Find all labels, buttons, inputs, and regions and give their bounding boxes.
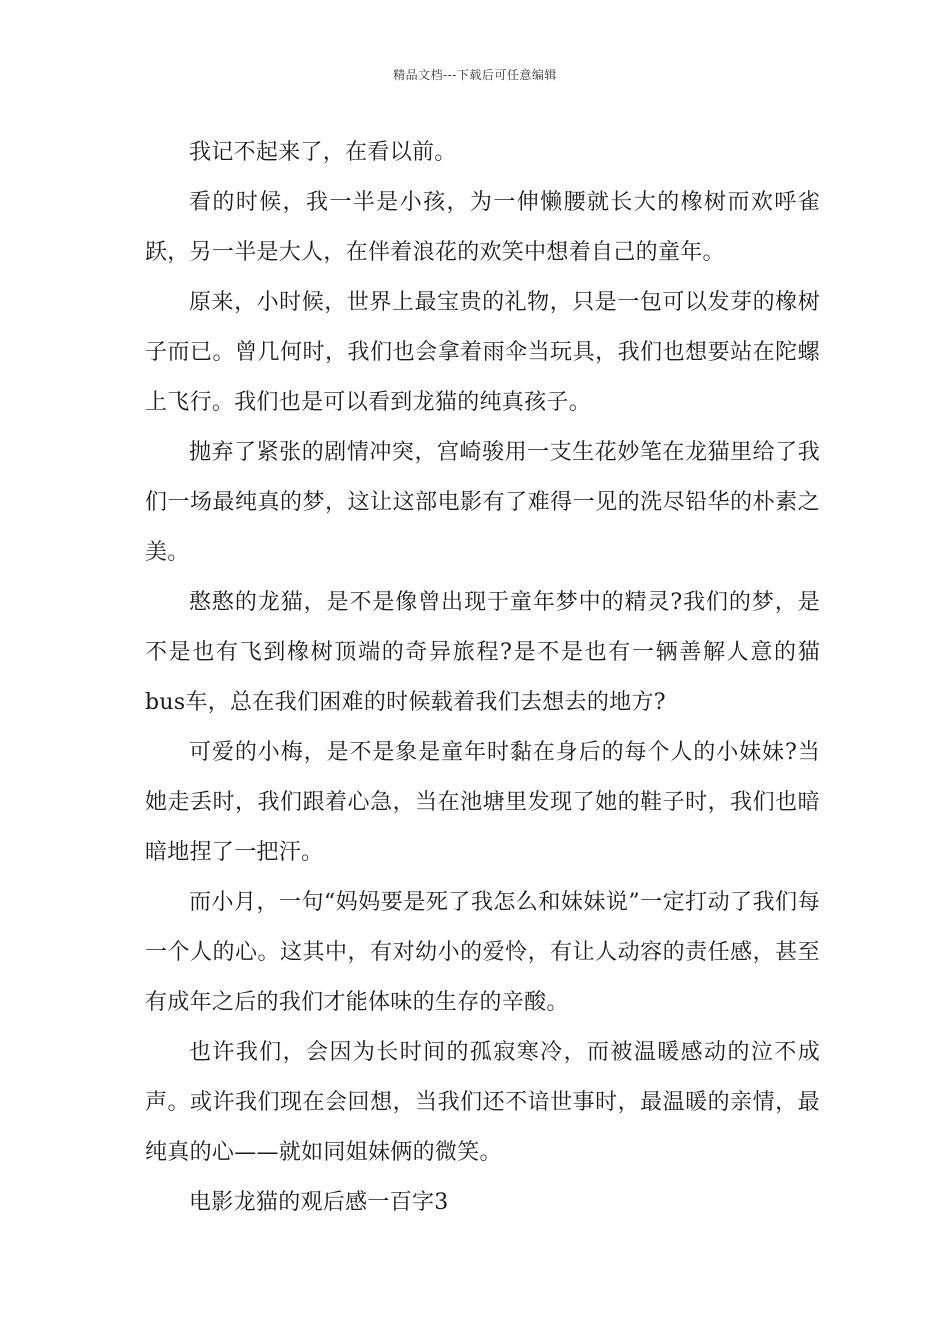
paragraph-3: 原来，小时候，世界上最宝贵的礼物，只是一包可以发芽的橡树子而已。曾几何时，我们也会拿着雨伞当玩具，我们也想要站在陀螺上飞行。我们也是可以看到龙猫的纯真孩子。 [145, 290, 820, 415]
paragraph-8: 也许我们，会因为长时间的孤寂寒冷，而被温暖感动的泣不成声。或许我们现在会回想，当我们还不谙世事时，最温暖的亲情，最纯真的心——就如同姐妹俩的微笑。 [145, 1040, 820, 1165]
section-title: 电影龙猫的观后感一百字3 [189, 1190, 449, 1215]
paragraph-1: 我记不起来了，在看以前。 [189, 140, 457, 165]
paragraph-5: 憨憨的龙猫，是不是像曾出现于童年梦中的精灵?我们的梦，是不是也有飞到橡树顶端的奇异旅程?是不是也有一辆善解人意的猫bus车，总在我们困难的时候载着我们去想去的地方? [145, 590, 820, 715]
paragraph-7: 而小月，一句“妈妈要是死了我怎么和妹妹说”一定打动了我们每一个人的心。这其中，有对幼小的爱怜，有让人动容的责任感，甚至有成年之后的我们才能体味的生存的辛酸。 [145, 890, 820, 1015]
page-header: 精品文档---下载后可任意编辑 [393, 68, 557, 82]
paragraph-2: 看的时候，我一半是小孩，为一伸懒腰就长大的橡树而欢呼雀跃，另一半是大人，在伴着浪花的欢笑中想着自己的童年。 [145, 190, 820, 265]
paragraph-4: 抛弃了紧张的剧情冲突，宫崎骏用一支生花妙笔在龙猫里给了我们一场最纯真的梦，这让这部电影有了难得一见的洗尽铅华的朴素之美。 [145, 440, 820, 565]
paragraph-6: 可爱的小梅，是不是象是童年时黏在身后的每个人的小妹妹?当她走丢时，我们跟着心急，当在池塘里发现了她的鞋子时，我们也暗暗地捏了一把汗。 [145, 740, 820, 865]
document-body [145, 128, 820, 1228]
